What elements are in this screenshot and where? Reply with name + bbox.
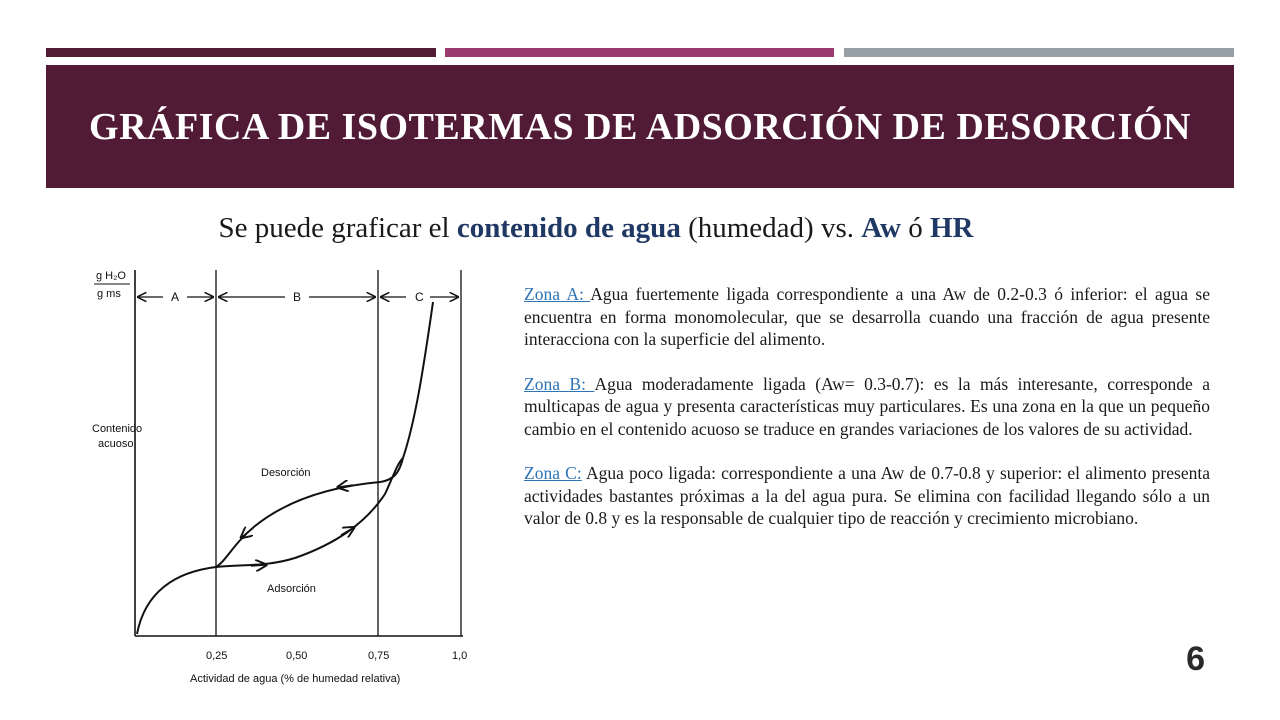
top-accent-bar-2 [445, 48, 834, 57]
zone-c-title: Zona C: [524, 463, 582, 483]
zone-a-text: Agua fuertemente ligada correspondiente a una Aw de 0.2-0.3 ó inferior: el agua se encuentra en forma monomolecular, que se desarrolla cuando una fracción de agua presente interacciona con la superficie del alimento. [524, 284, 1210, 349]
subtitle [0, 212, 1192, 245]
zone-c-label: C [415, 290, 424, 304]
zone-a-description [524, 283, 1210, 351]
zone-c-text: Agua poco ligada: correspondiente a una Aw de 0.7-0.8 y superior: el alimento presenta actividades bastantes próximas a la del agua pura. Se elimina con facilidad llegando sólo a un valor de 0.8 y es la responsable de cualquier tipo de reacción y crecimiento microbiano. [524, 463, 1210, 528]
zone-a-label: A [171, 290, 180, 304]
y-axis-label-line-2: acuoso [98, 438, 134, 450]
desorption-direction-arrow-2 [242, 528, 253, 537]
adsorption-label: Adsorción [267, 583, 316, 595]
adsorption-direction-arrow-2 [341, 528, 353, 535]
page-number: 6 [1186, 640, 1205, 678]
zone-a-title: Zona A [524, 284, 579, 304]
subtitle-part-3: ó [900, 212, 930, 244]
subtitle-highlight-water-content: contenido de agua [456, 212, 681, 244]
zone-b-label: B [293, 290, 302, 304]
subtitle-highlight-hr: HR [929, 212, 974, 244]
subtitle-part-1: Se puede graficar el [218, 212, 457, 244]
x-tick-label: 0,50 [286, 650, 308, 662]
isotherm-figure [85, 262, 485, 698]
zone-descriptions [524, 283, 1210, 552]
top-accent-bar-3 [844, 48, 1234, 57]
slide-title: GRÁFICA DE ISOTERMAS DE ADSORCIÓN DE DESORCIÓN [89, 105, 1191, 148]
zone-a-separator: : [578, 284, 591, 304]
y-unit-bottom: g ms [97, 288, 121, 300]
subtitle-highlight-aw: Aw [861, 212, 901, 244]
desorption-label: Desorción [261, 467, 311, 479]
y-axis-label-line-1: Contenido [92, 423, 143, 435]
zone-b-separator: : [581, 373, 595, 394]
subtitle-part-2: (humedad) vs. [680, 212, 862, 244]
x-tick-label: 0,25 [206, 650, 228, 662]
zone-b-text: Agua moderadamente ligada (Aw= 0.3-0.7): es la más interesante, corresponde a multicapas de agua y presenta características muy particulares. Es una zona en la que un pequeño cambio en el contenido acuoso se traduce en grandes variaciones de los valores de su actividad. [524, 373, 1210, 439]
x-axis-label: Actividad de agua (% de humedad relativa) [190, 673, 401, 685]
adsorption-direction-arrow-1 [251, 565, 265, 566]
x-tick-label: 1,0 [452, 650, 468, 662]
zone-c-description [524, 462, 1210, 530]
y-unit-top: g H₂O [96, 270, 126, 282]
zone-b-title: Zona B [524, 373, 582, 394]
top-accent-bar-1 [46, 48, 436, 57]
title-banner [46, 65, 1234, 188]
zone-b-description [524, 373, 1210, 441]
x-tick-label: 0,75 [368, 650, 390, 662]
